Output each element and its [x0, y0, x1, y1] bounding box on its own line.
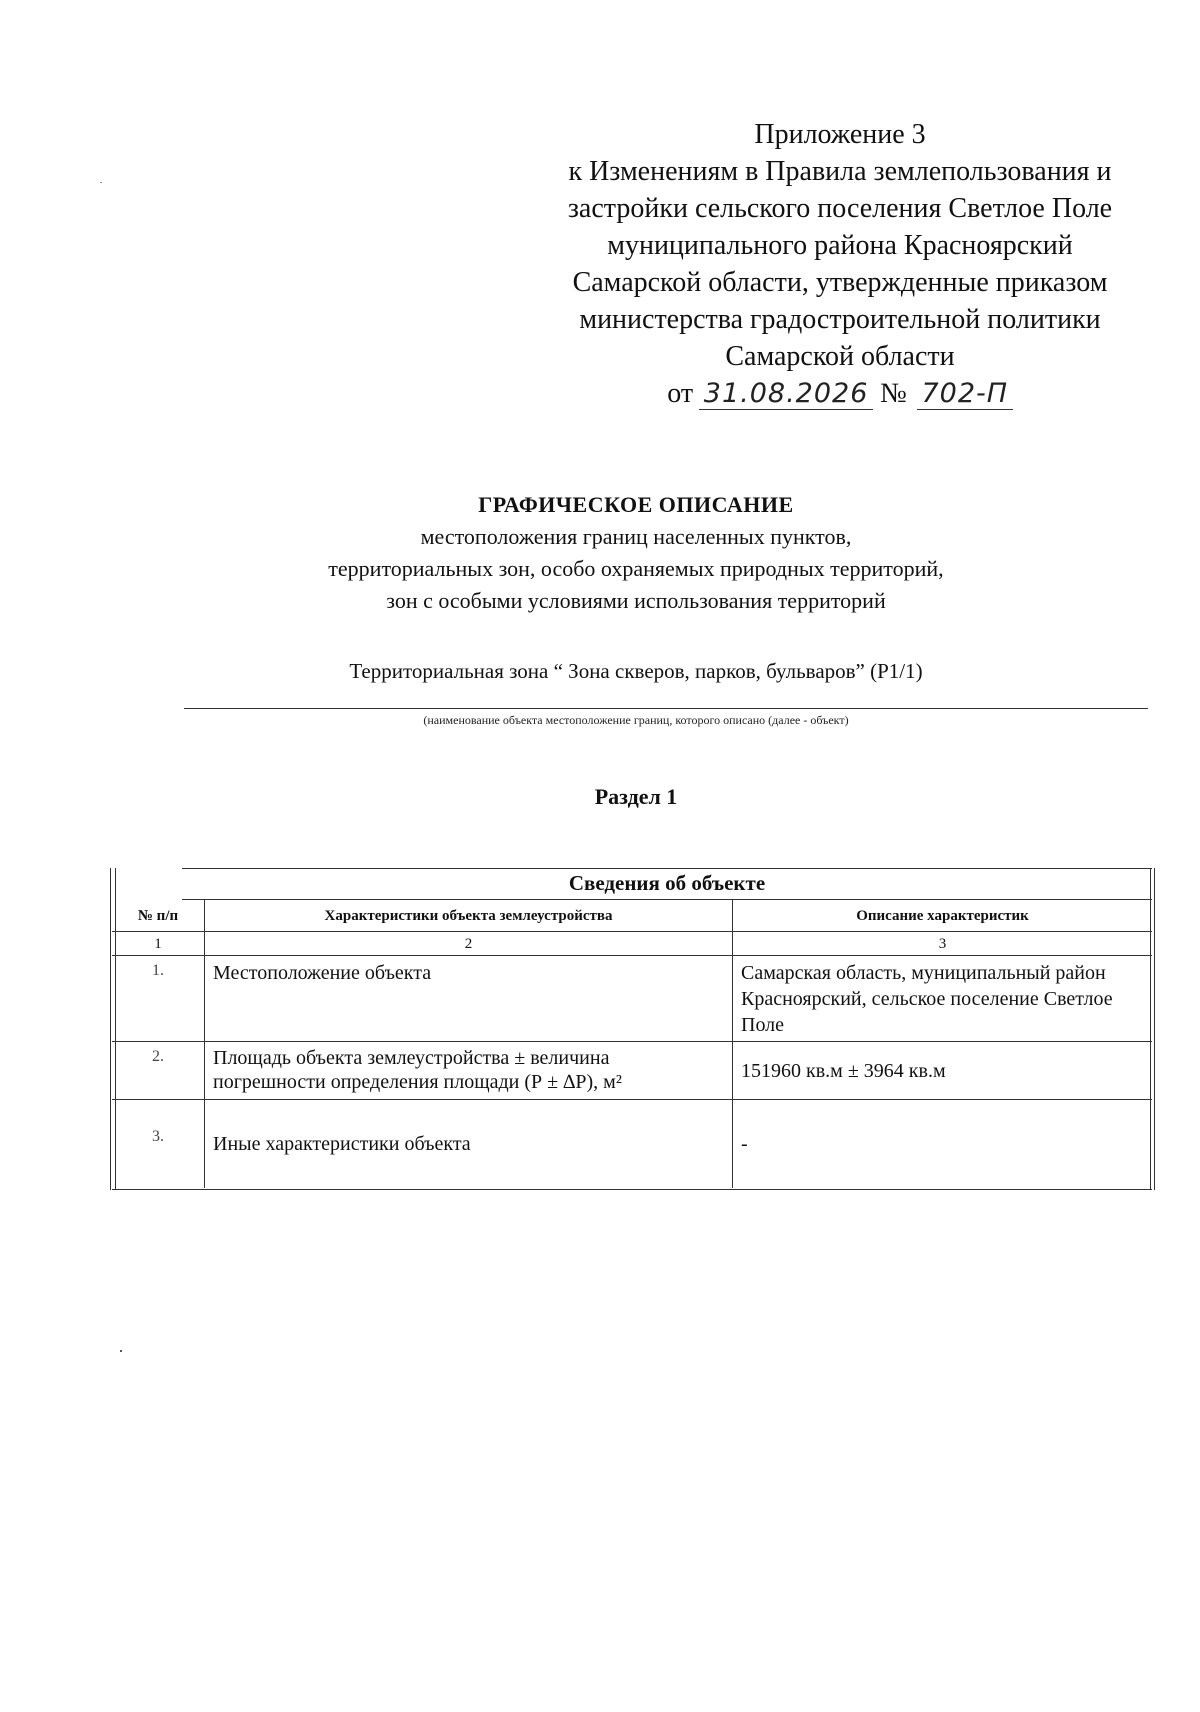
- scan-speck: [120, 1350, 122, 1352]
- index-cell: 2: [204, 932, 732, 956]
- number-sign: №: [880, 378, 907, 409]
- zone-underline: [184, 708, 1148, 709]
- heading-line: территориальных зон, особо охраняемых природных территорий,: [328, 556, 944, 581]
- row-description: Самарская область, муниципальный район Красноярский, сельское поселение Светлое Поле: [732, 956, 1152, 1042]
- index-cell: 3: [732, 932, 1152, 956]
- row-number: [112, 1042, 204, 1100]
- heading-line: зон с особыми условиями использования территорий: [386, 588, 886, 613]
- row-number: [112, 1100, 204, 1188]
- header-characteristic: Характеристики объекта землеустройства: [204, 900, 732, 932]
- appendix-line: муниципального района Красноярский: [607, 230, 1073, 261]
- table-border-bottom: [112, 1189, 1152, 1190]
- appendix-line: Самарской области, утвержденные приказом: [572, 267, 1108, 298]
- appendix-line: министерства градостроительной политики: [579, 304, 1101, 335]
- table-caption: Сведения об объекте: [182, 868, 1152, 900]
- row-characteristic: Местоположение объекта: [204, 956, 732, 1042]
- row-number-text: 2.: [152, 1048, 164, 1065]
- row-characteristic-text: Иные характеристики объекта: [213, 1133, 471, 1155]
- heading-line: местоположения границ населенных пунктов,: [420, 524, 852, 549]
- appendix-line: Самарской области: [725, 341, 955, 372]
- document-title: ГРАФИЧЕСКОЕ ОПИСАНИЕ: [478, 492, 794, 517]
- handwritten-date: 31.08.2026: [699, 379, 873, 410]
- row-description-text: 151960 кв.м ± 3964 кв.м: [741, 1059, 946, 1082]
- handwritten-order-number: 702-П: [917, 379, 1013, 410]
- row-description-text: -: [741, 1133, 748, 1155]
- appendix-line: застройки сельского поселения Светлое Поле: [567, 193, 1113, 224]
- appendix-line: Приложение 3: [754, 119, 926, 150]
- document-heading: [186, 489, 1086, 617]
- row-description: [732, 1100, 1152, 1188]
- date-prefix: от: [667, 378, 694, 409]
- row-number-text: 1.: [152, 962, 164, 979]
- zone-caption: (наименование объекта местоположение границ, которого описано (далее - объект): [423, 713, 849, 727]
- row-number: [112, 956, 204, 1042]
- scan-speck: [100, 182, 102, 183]
- order-date-line: [560, 375, 1120, 412]
- row-characteristic: Площадь объекта землеустройства ± величина погрешности определения площади (Р ± ∆Р), м²: [204, 1042, 732, 1100]
- index-cell: 1: [112, 932, 204, 956]
- header-number: № п/п: [112, 900, 204, 932]
- row-number-text: 3.: [152, 1128, 164, 1145]
- zone-name: Территориальная зона “ Зона скверов, парков, бульваров” (Р1/1): [349, 659, 923, 683]
- appendix-line: к Изменениям в Правила землепользования и: [568, 156, 1112, 187]
- section-title: Раздел 1: [594, 784, 678, 809]
- row-description: [732, 1042, 1152, 1100]
- object-info-table: [112, 868, 1152, 1190]
- appendix-block: [560, 116, 1120, 412]
- row-characteristic: [204, 1100, 732, 1188]
- header-description: Описание характеристик: [732, 900, 1152, 932]
